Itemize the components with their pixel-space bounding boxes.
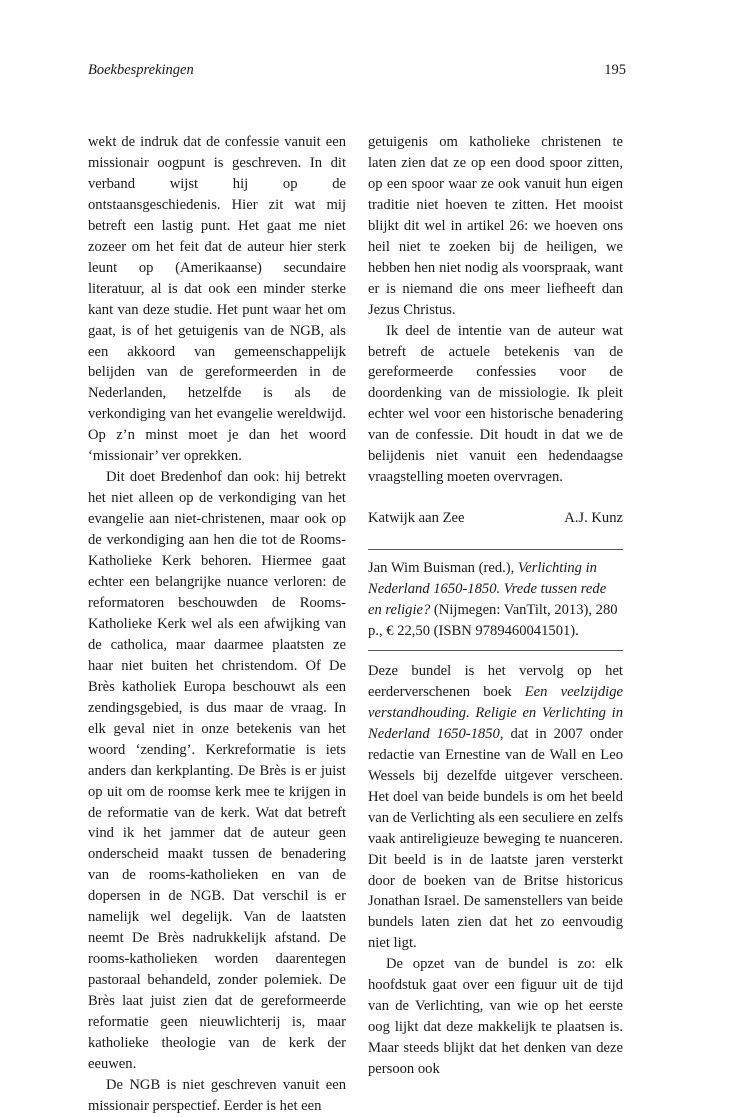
text-run: Deze bundel is het vervolg op het eerderverschenen boek [368,662,623,700]
paragraph: wekt de indruk dat de confessie vanuit een missionair oogpunt is geschreven. In dit verband wijst hij op de ontstaansgeschiedenis. Hier zit wat mij betreft een lastig punt. Het gaat me niet zozeer om het feit dat de auteur hier sterk leunt op (Amerikaanse) secundaire literatuur, al is dat ook een minder sterke kant van deze studie. Het punt waar het om gaat, is of het getuigenis van de NGB, als een akkoord van gemeenschappelijk belijden van de gereformeerden in de Nederlanden, hetzelfde is als de verkondiging van het evangelie wereldwijd. Op z’n minst moet je dan het woord ‘missionair’ ver oprekken. [88,134,346,465]
signature-place: Katwijk aan Zee [368,510,465,527]
text-run: , dat in 2007 onder redactie van Ernestine van de Wall en Leo Wessels bij dezelfde uitgever verscheen. Het doel van beide bundels is om het beeld van de Verlichting als een seculiere en zelfs vaak antireligieuze beweging te nuanceren. Dit beeld is in de laatste jaren versterkt door de boeken van de Britse historicus Jonathan Israel. De samenstellers van beide bundels laten zien dat het zo eenvoudig niet ligt. [368,725,623,952]
divider [368,650,623,651]
paragraph: De NGB is niet geschreven vanuit een missionair perspectief. Eerder is het een [88,1076,346,1114]
book-publication: (Nijmegen: VanTilt, 2013), 280 p., € 22,50 (ISBN 9789460041501). [368,602,618,640]
page-header [88,62,626,84]
paragraph: getuigenis om katholieke christenen te laten zien dat ze op een dood spoor zitten, op een spoor waar ze ook vanuit hun eigen traditie niet hoeven te zitten. Het mooist blijkt dit wel in artikel 26: we hoeven ons heil niet te zoeken bij de heiligen, we hebben hen niet nodig als voorspraak, want er is niemand die ons meer liefheeft dan Jezus Christus. [368,134,623,318]
page-number: 195 [604,62,626,78]
paragraph: Ik deel de intentie van de auteur wat betreft de actuele betekenis van de gereformeerde confessies voor de doordenking van de missiologie. Ik pleit echter wel voor een historische benadering van de confessie. Dit houdt in dat we de belijdenis niet vanuit een hedendaagse vraagstelling moeten overvragen. [368,322,623,486]
running-title: Boekbesprekingen [88,62,194,78]
paragraph: Dit doet Bredenhof dan ook: hij betrekt het niet alleen op de verkondiging van het evangelie aan niet-christenen, maar ook op de verkondiging aan hen die tot de Rooms-Katholieke Kerk behoren. Hiermee gaat echter een belangrijke nuance verloren: de reformatoren beschouwden de Rooms-Katholieke Kerk wel als een afwijking van de catholica, maar daarmee plaatsten ze haar niet buiten het christendom. Of De Brès katholiek Europa beschouwt als een zendingsgebied, is dus maar de vraag. In elk geval niet in onze betekenis van het woord ‘zending’. Kerkreformatie is iets anders dan kerkplanting. De Brès is er juist op uit om de roomse kerk mee te krijgen in de reformatie van de kerk. Wat dat betreft vind ik het jammer dat de auteur geen onderscheid maakt tussen de benadering van de rooms-katholieken en van de dopersen in de NGB. Dat verschil is er namelijk wel degelijk. Van de laatsten neemt De Brès nadrukkelijk afstand. De rooms-katholieken worden daarentegen pastoraal behandeld, zonder polemiek. De Brès laat juist zien dat de gereformeerde reformatie geen nieuwlichterij is, maar katholieke theologie van de kerk der eeuwen. [88,469,346,1072]
book-title: Verlichting in Nederland 1650-1850. Vrede tussen rede en religie? [368,560,607,619]
review-signature [368,508,623,529]
book-editor: Jan Wim Buisman (red.), [368,560,518,577]
cited-book-title: Een veelzijdige verstandhouding. Religie en Verlichting in Nederland 1650-1850 [368,683,623,742]
left-column [88,132,346,1117]
right-column [368,132,623,1080]
paragraph [368,661,623,954]
paragraph: De opzet van de bundel is zo: elk hoofdstuk gaat over een figuur uit de tijd van de Verlichting, van wie op het eerste oog lijkt dat deze makkelijk te plaatsen is. Maar steeds blijkt dat het denken van deze persoon ook [368,956,623,1078]
book-citation [368,550,623,650]
signature-author: A.J. Kunz [564,510,623,527]
